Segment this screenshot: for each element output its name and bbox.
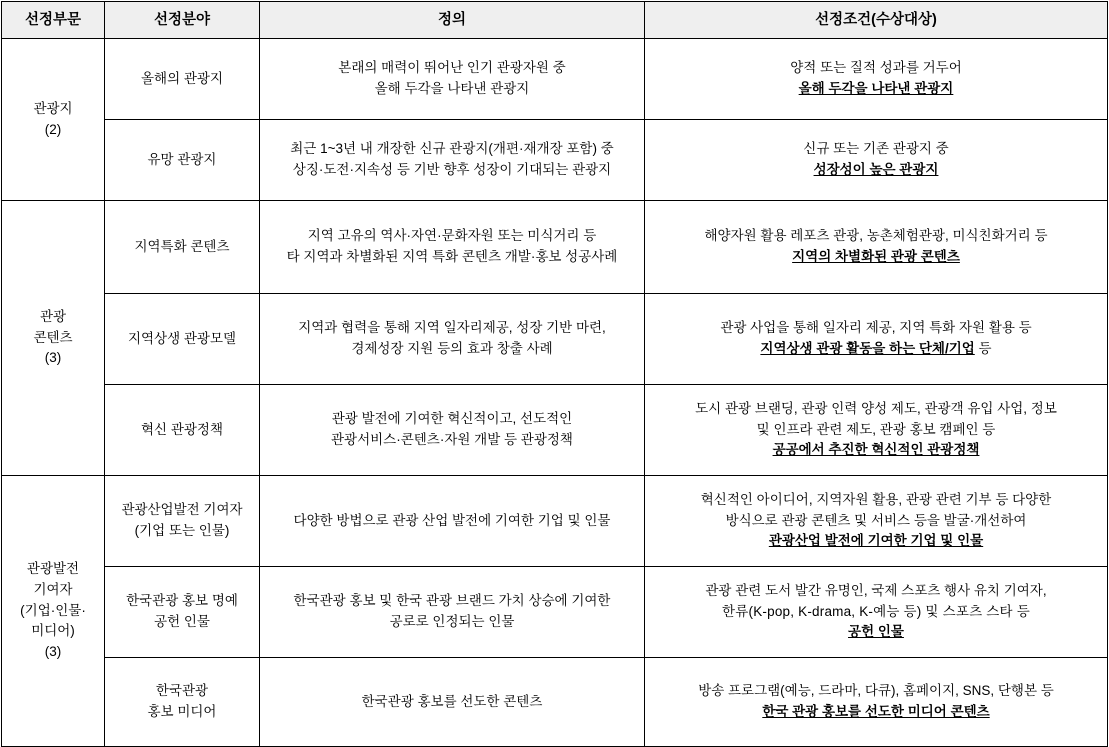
table-row bbox=[2, 120, 1108, 201]
field-cell: 지역상생 관광모델 bbox=[105, 294, 260, 385]
condition-emphasis: 지역상생 관광 활동을 하는 단체/기업 bbox=[760, 341, 975, 356]
condition-emphasis: 한국 관광 홍보를 선도한 미디어 콘텐츠 bbox=[762, 704, 990, 719]
table-row bbox=[2, 39, 1108, 120]
condition-emphasis: 공헌 인물 bbox=[848, 624, 904, 640]
condition-emphasis: 지역의 차별화된 관광 콘텐츠 bbox=[792, 249, 960, 264]
condition-tail: 등 bbox=[974, 341, 992, 356]
definition-cell: 본래의 매력이 뛰어난 인기 관광자원 중 올해 두각을 나타낸 관광지 bbox=[260, 39, 645, 120]
table-row bbox=[2, 476, 1108, 567]
table-row bbox=[2, 294, 1108, 385]
condition-cell: 관광 사업을 통해 일자리 제공, 지역 특화 자원 활용 등 지역상생 관광 활동을 하는 단체/기업 등 bbox=[645, 294, 1108, 385]
column-header-sector: 선정부문 bbox=[2, 2, 105, 39]
sector-cell-tourist-site: 관광지 (2) bbox=[2, 39, 105, 201]
definition-cell: 지역 고유의 역사·자연·문화자원 또는 미식거리 등 타 지역과 차별화된 지역 특화 콘텐츠 개발·홍보 성공사례 bbox=[260, 201, 645, 294]
table-row bbox=[2, 385, 1108, 476]
definition-cell: 지역과 협력을 통해 지역 일자리제공, 성장 기반 마련, 경제성장 지원 등의 효과 창출 사례 bbox=[260, 294, 645, 385]
definition-cell: 한국관광 홍보를 선도한 콘텐츠 bbox=[260, 658, 645, 747]
condition-cell: 신규 또는 기존 관광지 중 성장성이 높은 관광지 bbox=[645, 120, 1108, 201]
condition-cell: 방송 프로그램(예능, 드라마, 다큐), 홈페이지, SNS, 단행본 등 한국 관광 홍보를 선도한 미디어 콘텐츠 bbox=[645, 658, 1108, 747]
column-header-condition: 선정조건(수상대상) bbox=[645, 2, 1108, 39]
condition-cell: 도시 관광 브랜딩, 관광 인력 양성 제도, 관광객 유입 사업, 정보 및 인프라 관련 제도, 관광 홍보 캠페인 등 공공에서 추진한 혁신적인 관광정책 bbox=[645, 385, 1108, 476]
column-header-definition: 정의 bbox=[260, 2, 645, 39]
sector-cell-tourism-content: 관광 콘텐츠 (3) bbox=[2, 201, 105, 476]
table-row bbox=[2, 201, 1108, 294]
field-cell: 한국관광 홍보 명예 공헌 인물 bbox=[105, 567, 260, 658]
condition-emphasis: 성장성이 높은 관광지 bbox=[813, 162, 939, 177]
field-cell: 한국관광 홍보 미디어 bbox=[105, 658, 260, 747]
field-cell: 유망 관광지 bbox=[105, 120, 260, 201]
table-row bbox=[2, 567, 1108, 658]
field-cell: 올해의 관광지 bbox=[105, 39, 260, 120]
award-criteria-table bbox=[1, 1, 1108, 747]
condition-emphasis: 공공에서 추진한 혁신적인 관광정책 bbox=[772, 442, 980, 458]
field-cell: 혁신 관광정책 bbox=[105, 385, 260, 476]
column-header-field: 선정분야 bbox=[105, 2, 260, 39]
sector-cell-contributor: 관광발전 기여자 (기업·인물· 미디어) (3) bbox=[2, 476, 105, 747]
definition-cell: 한국관광 홍보 및 한국 관광 브랜드 가치 상승에 기여한 공로로 인정되는 인물 bbox=[260, 567, 645, 658]
condition-emphasis: 관광산업 발전에 기여한 기업 및 인물 bbox=[768, 533, 984, 549]
condition-cell: 양적 또는 질적 성과를 거두어 올해 두각을 나타낸 관광지 bbox=[645, 39, 1108, 120]
table-header-row bbox=[2, 2, 1108, 39]
condition-cell: 관광 관련 도서 발간 유명인, 국제 스포츠 행사 유치 기여자, 한류(K-pop, K-drama, K-예능 등) 및 스포츠 스타 등 공헌 인물 bbox=[645, 567, 1108, 658]
definition-cell: 다양한 방법으로 관광 산업 발전에 기여한 기업 및 인물 bbox=[260, 476, 645, 567]
table-row bbox=[2, 658, 1108, 747]
condition-cell: 해양자원 활용 레포츠 관광, 농촌체험관광, 미식친화거리 등 지역의 차별화된 관광 콘텐츠 bbox=[645, 201, 1108, 294]
definition-cell: 관광 발전에 기여한 혁신적이고, 선도적인 관광서비스·콘텐츠·자원 개발 등 관광정책 bbox=[260, 385, 645, 476]
condition-cell: 혁신적인 아이디어, 지역자원 활용, 관광 관련 기부 등 다양한 방식으로 관광 콘텐츠 및 서비스 등을 발굴·개선하여 관광산업 발전에 기여한 기업 및 인물 bbox=[645, 476, 1108, 567]
field-cell: 관광산업발전 기여자 (기업 또는 인물) bbox=[105, 476, 260, 567]
condition-emphasis: 올해 두각을 나타낸 관광지 bbox=[798, 81, 954, 96]
field-cell: 지역특화 콘텐츠 bbox=[105, 201, 260, 294]
definition-cell: 최근 1~3년 내 개장한 신규 관광지(개편·재개장 포함) 중 상징·도전·지속성 등 기반 향후 성장이 기대되는 관광지 bbox=[260, 120, 645, 201]
